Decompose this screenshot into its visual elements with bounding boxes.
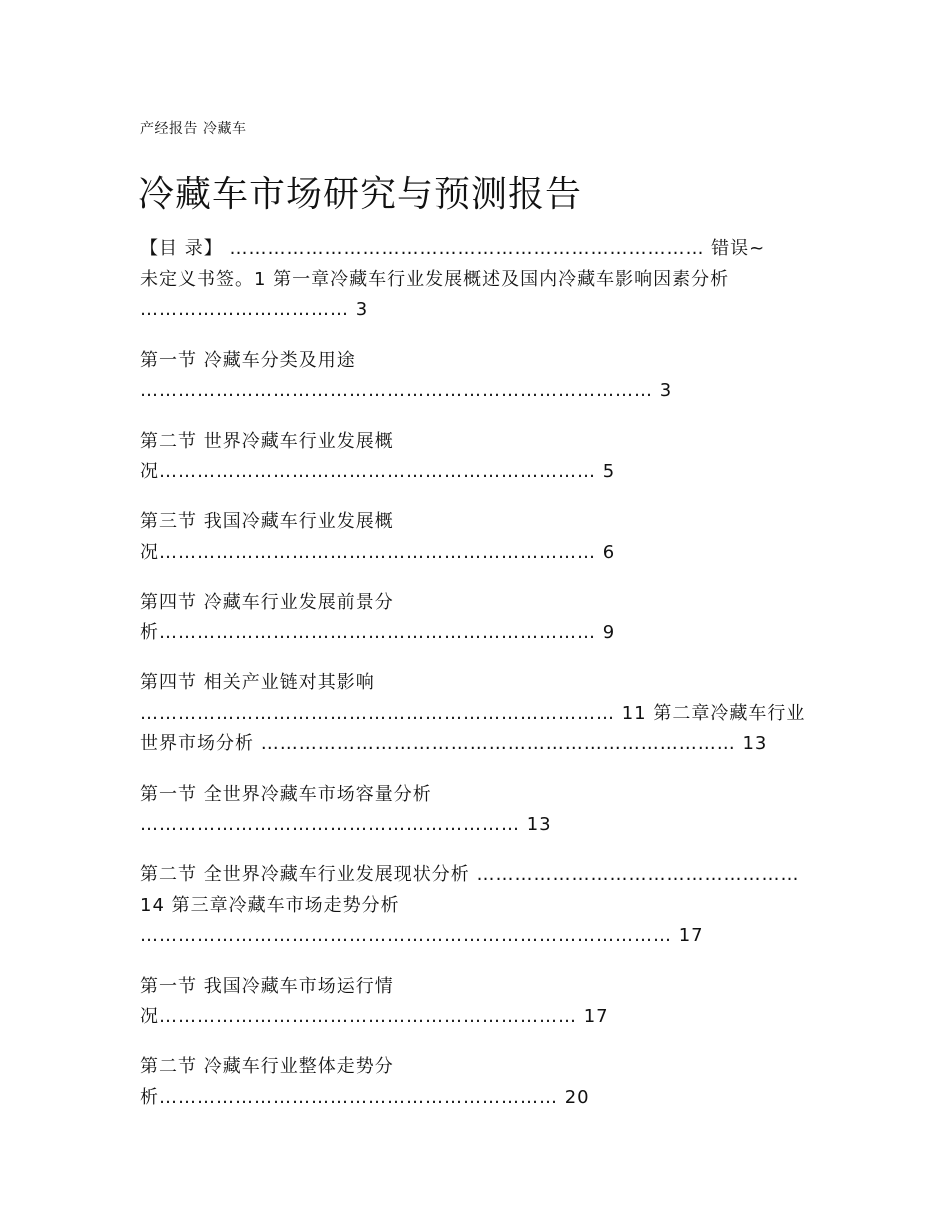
toc-line: 世界市场分析 ………………………………………………………………… 13 <box>140 733 768 754</box>
toc-line: 况…………………………………………………………… 5 <box>140 461 616 482</box>
toc-line: 第二节 全世界冷藏车行业发展现状分析 …………………………………………… <box>140 864 800 885</box>
toc-line: ……………………………………………………………………… 3 <box>140 380 673 401</box>
toc-line: 况………………………………………………………… 17 <box>140 1006 609 1027</box>
toc-line: 【目 录】 ………………………………………………………………… 错误~ <box>140 238 766 259</box>
toc-line: …………………………… 3 <box>140 299 369 320</box>
toc-line: 第二节 冷藏车行业整体走势分 <box>140 1056 394 1077</box>
toc-line: ………………………………………………………………… 11 第二章冷藏车行业 <box>140 703 806 724</box>
toc-line: 第一节 冷藏车分类及用途 <box>140 350 356 371</box>
toc-line: 析…………………………………………………………… 9 <box>140 622 616 643</box>
document-title: 冷藏车市场研究与预测报告 <box>138 174 583 215</box>
toc-line: 未定义书签。1 第一章冷藏车行业发展概述及国内冷藏车影响因素分析 <box>140 269 730 290</box>
toc-line: 第四节 冷藏车行业发展前景分 <box>140 592 394 613</box>
toc-line: 14 第三章冷藏车市场走势分析 <box>140 895 400 916</box>
page-header: 产经报告 冷藏车 <box>140 121 247 137</box>
toc-line: 第一节 全世界冷藏车市场容量分析 <box>140 784 432 805</box>
toc-line: 第二节 世界冷藏车行业发展概 <box>140 431 394 452</box>
toc-line: 第一节 我国冷藏车市场运行情 <box>140 976 394 997</box>
toc-line: 第四节 相关产业链对其影响 <box>140 672 375 693</box>
toc-line: …………………………………………………… 13 <box>140 814 552 835</box>
toc-line: ………………………………………………………………………… 17 <box>140 925 704 946</box>
toc-line: 析……………………………………………………… 20 <box>140 1087 590 1108</box>
toc-line: 况…………………………………………………………… 6 <box>140 542 616 563</box>
toc-line: 第三节 我国冷藏车行业发展概 <box>140 511 394 532</box>
